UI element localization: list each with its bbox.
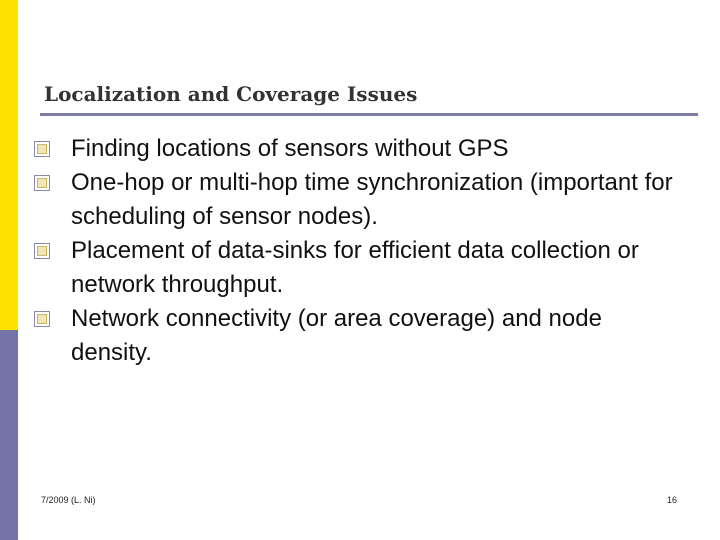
footer-date-author: 7/2009 (L. Ni) [41,495,96,505]
left-accent-bar-purple [0,330,18,540]
slide-title: Localization and Coverage Issues [44,82,418,106]
square-bullet-icon [34,141,50,157]
title-underline [40,113,698,116]
square-bullet-icon [34,243,50,259]
bullet-item [34,166,674,234]
bullet-text: Network connectivity (or area coverage) and node density. [71,305,602,366]
bullet-item [34,302,674,370]
bullet-item [34,132,674,166]
bullet-list [34,132,674,370]
bullet-text: Placement of data-sinks for efficient data collection or network throughput. [71,237,639,298]
bullet-text: One-hop or multi-hop time synchronization (important for scheduling of sensor nodes). [71,169,673,230]
page-number: 16 [666,495,677,505]
square-bullet-icon [34,311,50,327]
bullet-text: Finding locations of sensors without GPS [71,135,509,162]
bullet-item [34,234,674,302]
left-accent-bar-yellow [0,0,18,330]
square-bullet-icon [34,175,50,191]
